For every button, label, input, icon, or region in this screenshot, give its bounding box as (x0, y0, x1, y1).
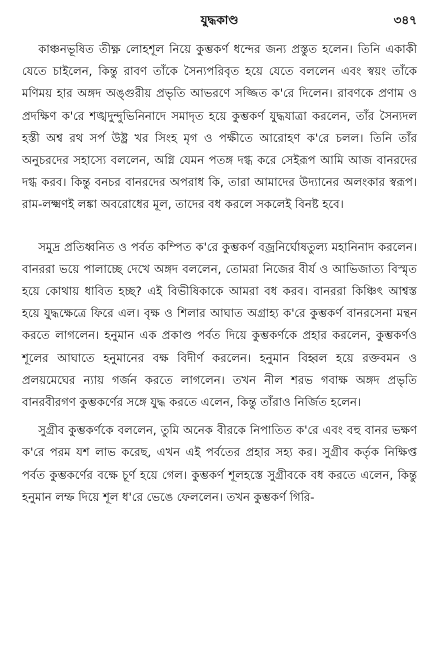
paragraph-3: সুগ্রীব কুম্ভকর্ণকে বললেন, তুমি অনেক বীরকে নিপাতিত ক'রে এবং বহু বানর ভক্ষণ ক'রে পরম যশ লাভ করেছ, এখন এই পর্বতের প্রহার সহ্য কর। সুগ্রীব কর্তৃক নিক্ষিপ্ত পর্বত কুম্ভকর্ণের বক্ষে চূর্ণ হয়ে গেল। কুম্ভকর্ণ শূলহস্তে সুগ্রীবকে বধ করতে এলেন, কিন্তু হনুমান লম্ফ দিয়ে শূল ধ'রে ভেঙে ফেললেন। তখন কুম্ভকর্ণ গিরি- (22, 423, 417, 504)
paragraph-2: সমুদ্র প্রতিধ্বনিত ও পর্বত কম্পিত ক'রে কুম্ভকর্ণ বজ্রনির্ঘোষতুল্য মহানিনাদ করলেন। বানররা ভয়ে পালাচ্ছে দেখে অঙ্গদ বললেন, তোমরা নিজের বীর্য ও আভিজাত্য বিস্মৃত হয়ে কোথায় ধাবিত হচ্ছ? এই বিভীষিকাকে আমরা বধ করব। বানররা কিঞ্চিৎ আশ্বস্ত হয়ে যুদ্ধক্ষেত্রে ফিরে এল। বৃক্ষ ও শিলার আঘাত অগ্রাহ্য ক'রে কুম্ভকর্ণ বানরসেনা মন্থন করতে লাগলেন। হনুমান এক প্রকাণ্ড পর্বত দিয়ে কুম্ভকর্ণকে প্রহার করলেন, কুম্ভকর্ণও শূলের আঘাতে হনুমানের বক্ষ বিদীর্ণ করলেন। হনুমান বিহ্বল হয়ে রক্তবমন ও প্রলয়মেঘের ন্যায় গর্জন করতে লাগলেন। তখন নীল শরভ গবাক্ষ অঙ্গদ প্রভৃতি বানরবীরগণ কুম্ভকর্ণের সঙ্গে যুদ্ধ করতে এলেন, কিন্তু তাঁরাও নির্জিত হলেন। (22, 239, 417, 410)
page-number: ৩৪৭ (393, 13, 417, 27)
paragraph-1: কাঞ্চনভূষিত তীক্ষ্ণ লোহশূল নিয়ে কুম্ভকর্ণ ধন্দের জন্য প্রস্তুত হলেন। তিনি একাকী যেতে চাইলেন, কিন্তু রাবণ তাঁকে সৈন্যপরিবৃত হয়ে যেতে বললেন এবং স্বয়ং তাঁকে মণিময় হার অঙ্গদ অঙ্গুরীয় প্রভৃতি আভরণে সজ্জিত ক'রে দিলেন। রাবণকে প্রণাম ও প্রদক্ষিণ ক'রে শঙ্খদুন্দুভিনিনাদে সমাদৃত হয়ে কুম্ভকর্ণ যুদ্ধযাত্রা করলেন, তাঁর সৈন্যদল হস্তী অশ্ব রথ সর্প উষ্ট্র খর সিংহ মৃগ ও পক্ষীতে আরোহণ ক'রে চলল। তিনি তাঁর অনুচরদের সহাস্যে বললেন, অগ্নি যেমন পতঙ্গ দগ্ধ করে সেইরূপ আমি আজ বানরদের দগ্ধ করব। কিন্তু বনচর বানরদের অপরাধ কি, তারা আমাদের উদ্যানের অলংকার স্বরূপ। রাম-লক্ষ্মণই লঙ্কা অবরোধের মূল, তাদের বধ করলে সকলেই বিনষ্ট হবে। (22, 42, 417, 212)
page-header (22, 12, 417, 34)
page-body (22, 38, 417, 508)
chapter-title: যুদ্ধকাণ্ড (200, 13, 239, 27)
